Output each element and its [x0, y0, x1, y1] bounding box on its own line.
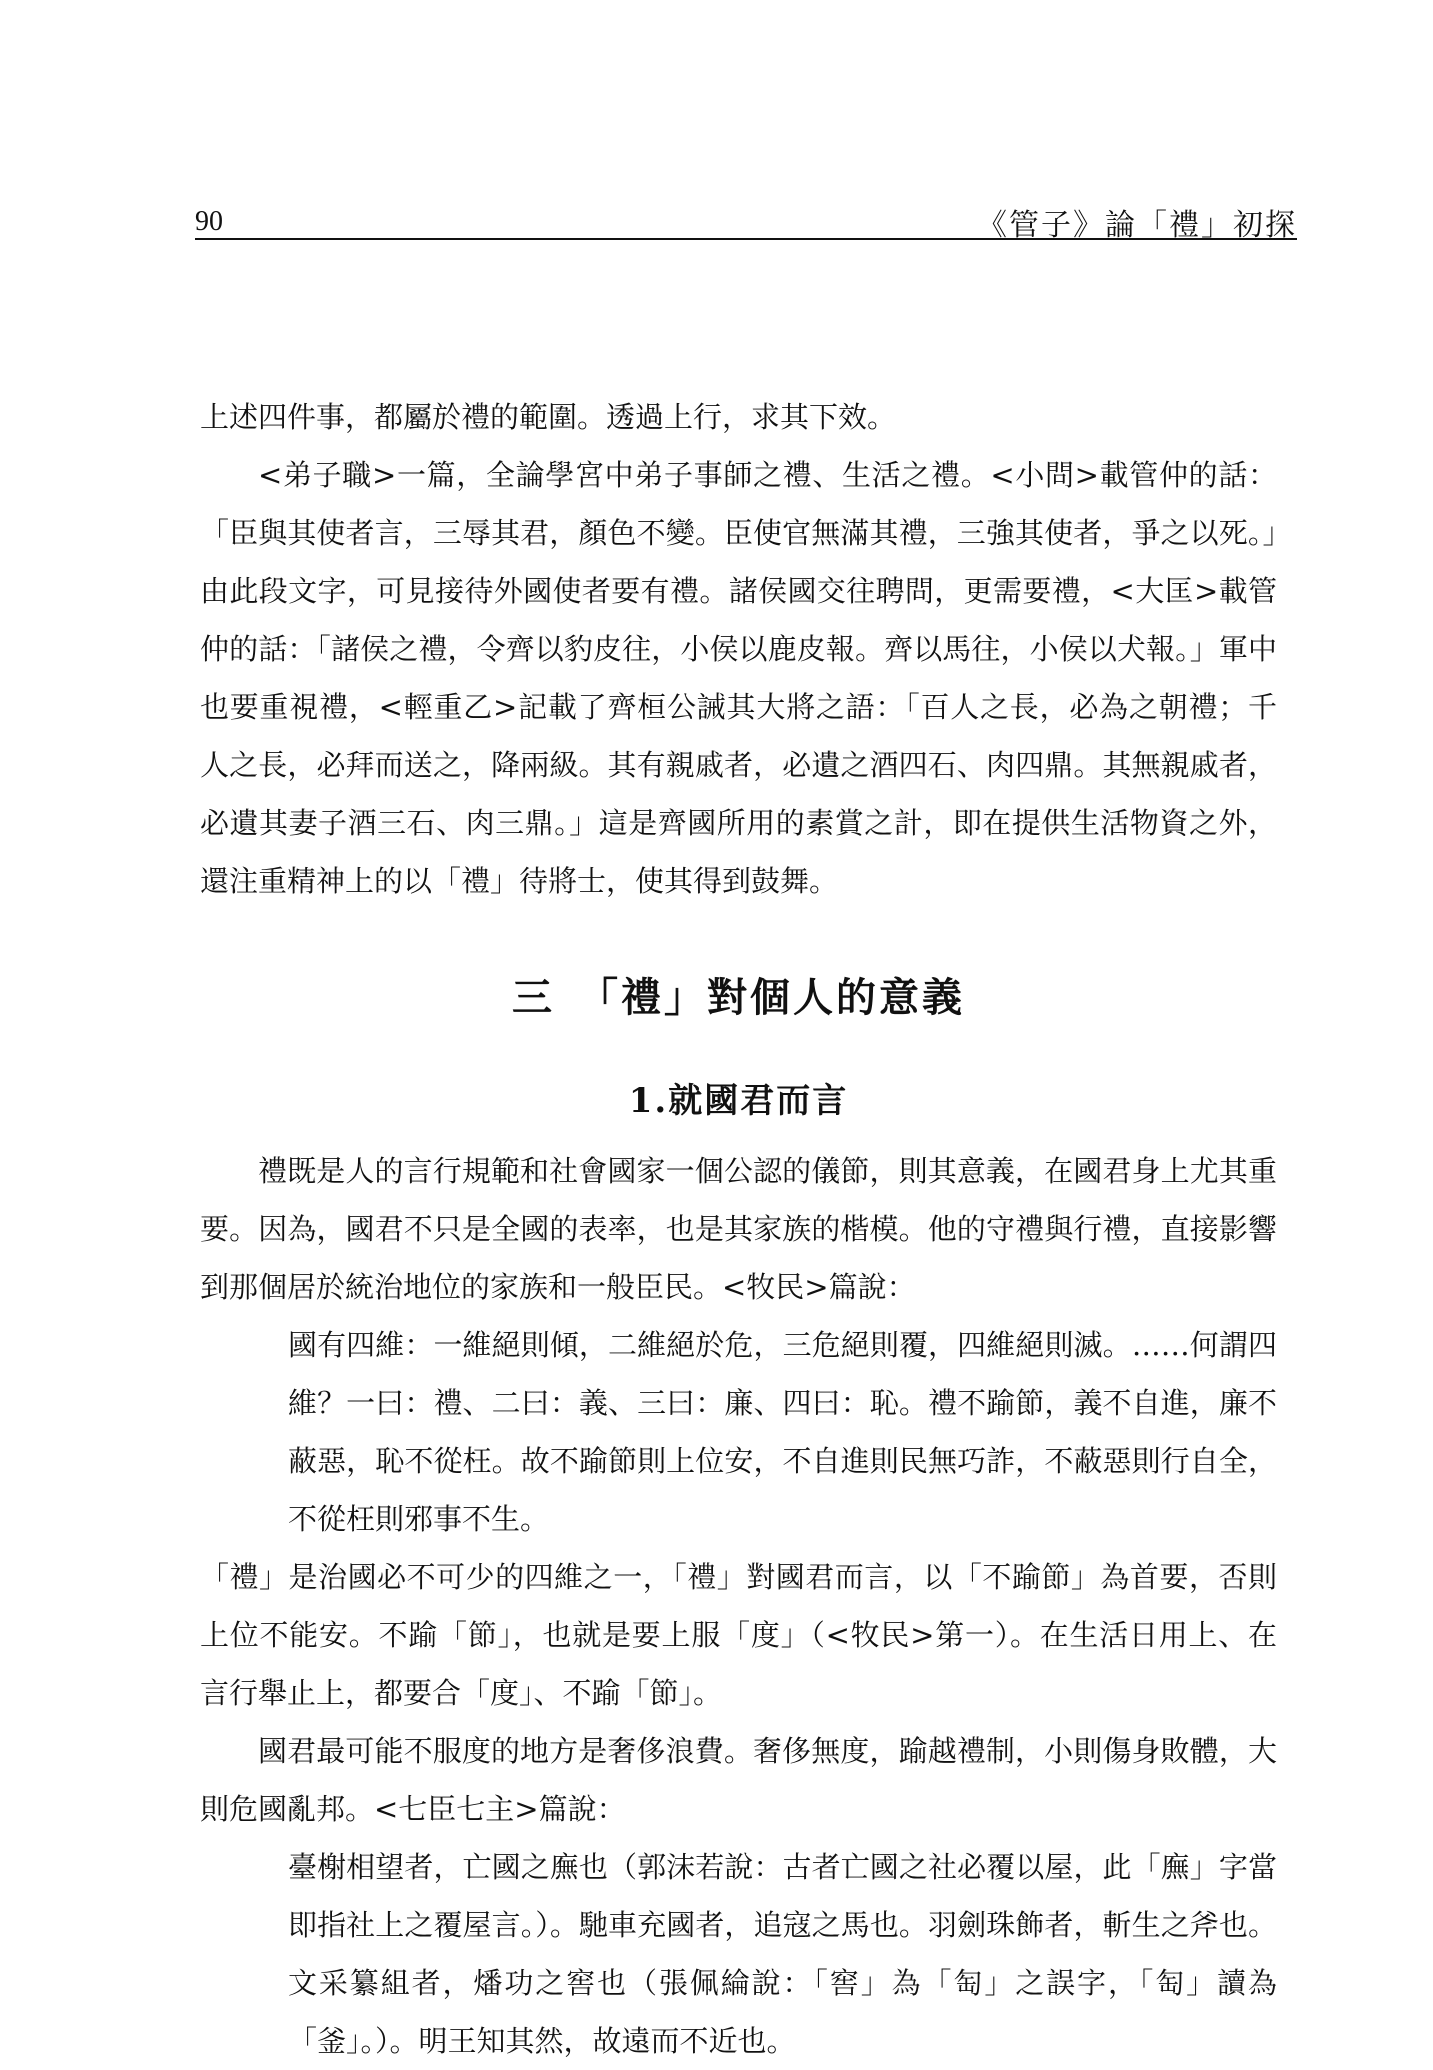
paragraph-2: <弟子職>一篇，全論學宮中弟子事師之禮、生活之禮。<小問>載管仲的話：「臣與其使者言，三辱其君，顏色不變。臣使官無滿其禮，三強其使者，爭之以死。」由此段文字，可見接待外國使者要有禮。諸侯國交往聘問，更需要禮，<大匡>載管仲的話：「諸侯之禮，令齊以豹皮往，小侯以鹿皮報。齊以馬往，小侯以犬報。」軍中也要重視禮，<輕重乙>記載了齊桓公誡其大將之語：「百人之長，必為之朝禮；千人之長，必拜而送之，降兩級。其有親戚者，必遺之酒四石、肉四鼎。其無親戚者，必遺其妻子酒三石、肉三鼎。」這是齊國所用的素賞之計，即在提供生活物資之外，還注重精神上的以「禮」待將士，使其得到鼓舞。: [200, 458, 1277, 898]
paragraph-4: 「禮」是治國必不可少的四維之一，「禮」對國君而言，以「不踰節」為首要，否則上位不能安。不踰「節」，也就是要上服「度」（<牧民>第一）。在生活日用上、在言行舉止上，都要合「度」、不踰「節」。: [200, 1560, 1277, 1710]
header-rule: [195, 238, 1297, 240]
block-quote-1: 國有四維：一維絕則傾，二維絕於危，三危絕則覆，四維絕則滅。……何謂四維？一曰：禮、二曰：義、三曰：廉、四曰：恥。禮不踰節，義不自進，廉不蔽惡，恥不從枉。故不踰節則上位安，不自進則民無巧詐，不蔽惡則行自全，不從枉則邪事不生。: [288, 1328, 1277, 1536]
paragraph-3: 禮既是人的言行規範和社會國家一個公認的儀節，則其意義，在國君身上尤其重要。因為，國君不只是全國的表率，也是其家族的楷模。他的守禮與行禮，直接影響到那個居於統治地位的家族和一般臣民。<牧民>篇說：: [200, 1154, 1277, 1304]
section-heading: 三 「禮」對個人的意義: [512, 974, 965, 1021]
paragraph-1: 上述四件事，都屬於禮的範圍。透過上行，求其下效。: [200, 400, 897, 434]
page-number: 90: [195, 206, 223, 237]
running-title: 《管子》論「禮」初探: [977, 208, 1297, 243]
page-header: [195, 196, 1297, 243]
block-quote-2: 臺榭相望者，亡國之廡也（郭沫若說：古者亡國之社必覆以屋，此「廡」字當即指社上之覆屋言。）。馳車充國者，追寇之馬也。羽劍珠飾者，斬生之斧也。文采纂組者，燔功之窖也（張佩綸說：「窖」為「匋」之誤字，「匋」讀為「釜」。）。明王知其然，故遠而不近也。: [288, 1850, 1277, 2058]
subsection-heading: 1.就國君而言: [628, 1081, 849, 1121]
paragraph-5: 國君最可能不服度的地方是奢侈浪費。奢侈無度，踰越禮制，小則傷身敗體，大則危國亂邦。<七臣七主>篇說：: [200, 1734, 1277, 1826]
page-body: [200, 388, 1277, 2070]
